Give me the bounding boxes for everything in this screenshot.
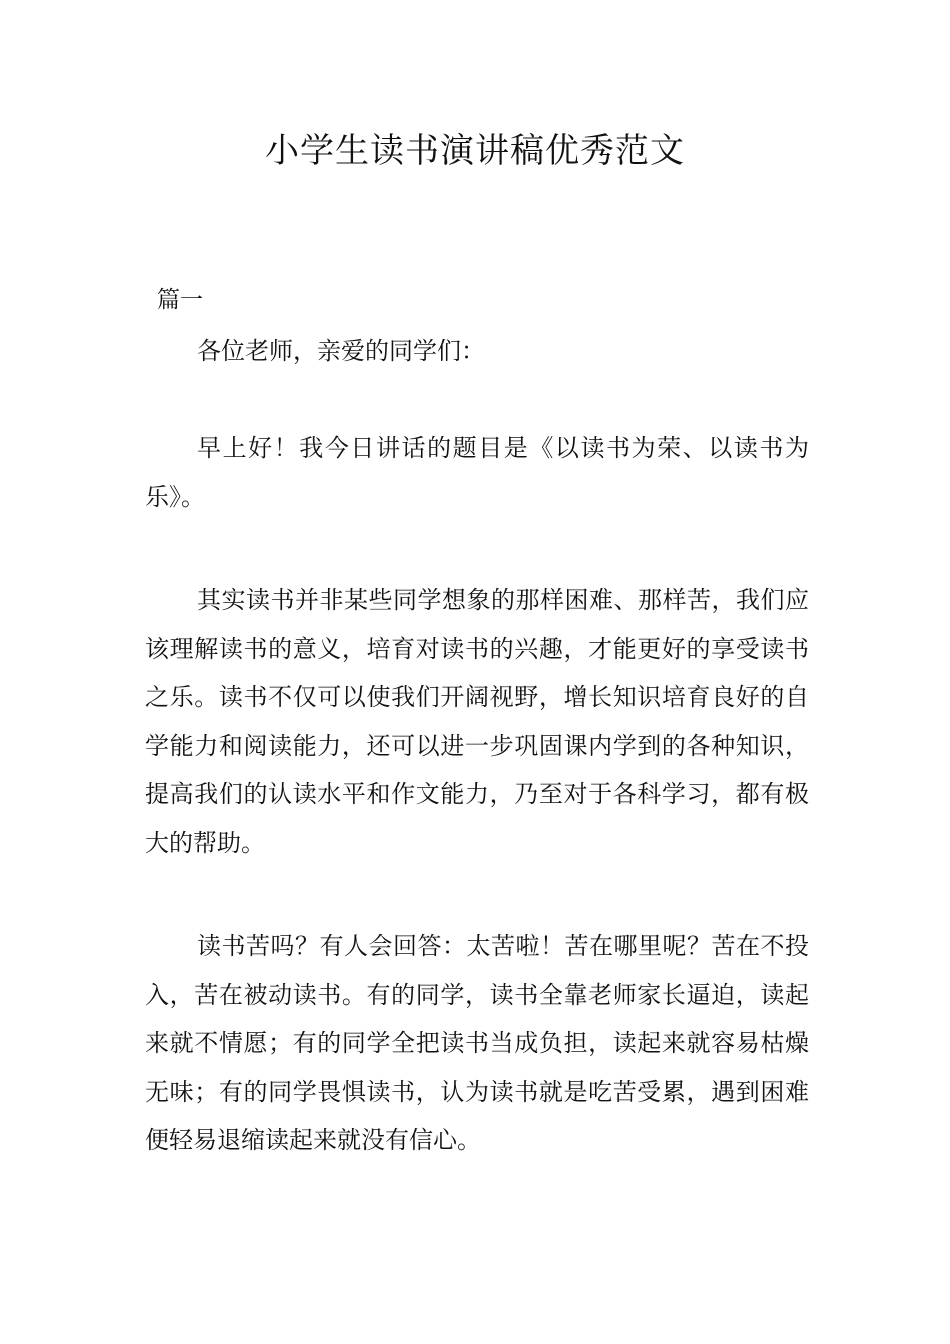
body-paragraph-meaning: 其实读书并非某些同学想象的那样困难、那样苦，我们应该理解读书的意义，培育对读书的兴趣，才能更好的享受读书之乐。读书不仅可以使我们开阔视野，增长知识培育良好的自学能力和阅读能力，还可以进一步巩固课内学到的各种知识，提高我们的认读水平和作文能力，乃至对于各科学习，都有极大的帮助。 (145, 586, 809, 857)
intro-paragraph: 早上好！我今日讲话的题目是《以读书为荣、以读书为乐》。 (145, 434, 809, 511)
section-label: 篇一 (157, 287, 203, 313)
document-title: 小学生读书演讲稿优秀范文 (265, 131, 685, 171)
greeting-paragraph: 各位老师，亲爱的同学们： (197, 337, 485, 365)
body-paragraph-hardship: 读书苦吗？有人会回答：太苦啦！苦在哪里呢？苦在不投入，苦在被动读书。有的同学，读书全靠老师家长逼迫，读起来就不情愿；有的同学全把读书当成负担，读起来就容易枯燥无味；有的同学畏惧读书，认为读书就是吃苦受累，遇到困难便轻易退缩读起来就没有信心。 (145, 932, 809, 1155)
